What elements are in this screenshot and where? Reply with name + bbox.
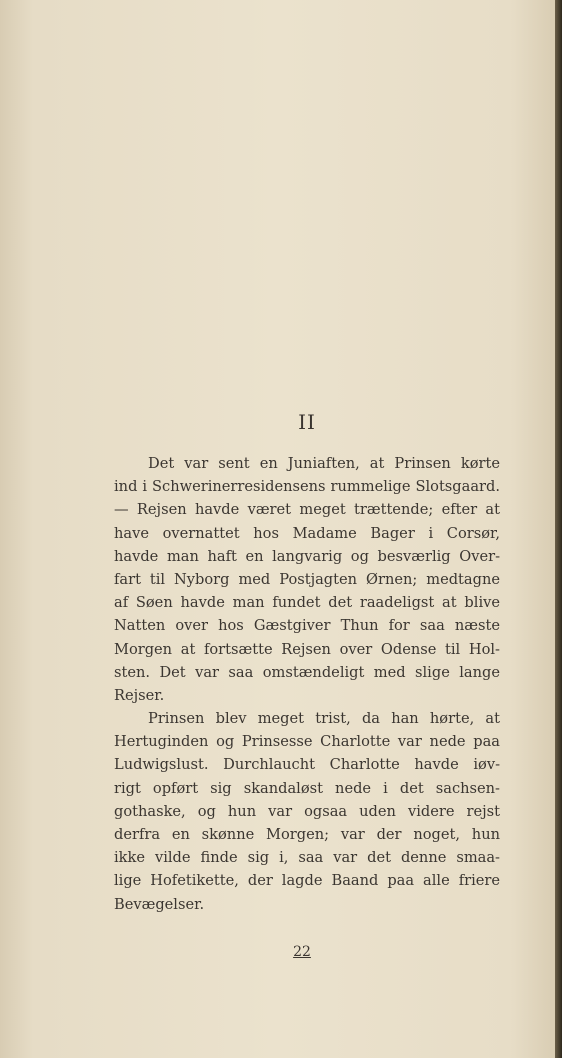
text-line: Bevægelser. bbox=[114, 895, 205, 913]
text-line: sten. Det var saa omstændeligt med slige lange bbox=[114, 663, 500, 681]
book-edge bbox=[555, 0, 562, 1058]
text-line: Rejser. bbox=[114, 686, 165, 704]
chapter-heading: II bbox=[298, 410, 316, 434]
text-line: lige Hofetikette, der lagde Baand paa alle friere bbox=[114, 872, 500, 890]
text-line: derfra en skønne Morgen; var der noget, hun bbox=[114, 826, 500, 843]
text-line: gothaske, og hun var ogsaa uden videre rejst bbox=[114, 802, 500, 820]
text-line: havde man haft en langvarig og besværlig Over- bbox=[114, 547, 500, 565]
page-number: 22 bbox=[293, 944, 311, 960]
body-text bbox=[114, 452, 500, 916]
text-line: af Søen havde man fundet det raadeligst at blive bbox=[114, 594, 500, 612]
text-line: Hertuginden og Prinsesse Charlotte var nede paa bbox=[114, 733, 500, 751]
text-line: Natten over hos Gæstgiver Thun for saa næste bbox=[114, 617, 500, 635]
text-line: fart til Nyborg med Postjagten Ørnen; medtagne bbox=[114, 570, 500, 588]
text-line: — Rejsen havde været meget trættende; efter at bbox=[114, 501, 500, 519]
text-line: have overnattet hos Madame Bager i Corsør, bbox=[114, 524, 500, 542]
text-line: ikke vilde finde sig i, saa var det denne smaa- bbox=[114, 849, 500, 867]
text-line: Prinsen blev meget trist, da han hørte, at bbox=[148, 710, 500, 728]
text-line: Ludwigslust. Durchlaucht Charlotte havde iøv- bbox=[114, 756, 500, 774]
text-line: Morgen at fortsætte Rejsen over Odense til Hol- bbox=[114, 640, 500, 658]
text-line: Det var sent en Juniaften, at Prinsen kørte bbox=[148, 455, 500, 472]
text-line: ind i Schwerinerresidensens rummelige Slotsgaard. bbox=[114, 478, 500, 496]
text-line: rigt opført sig skandaløst nede i det sachsen- bbox=[114, 779, 500, 797]
